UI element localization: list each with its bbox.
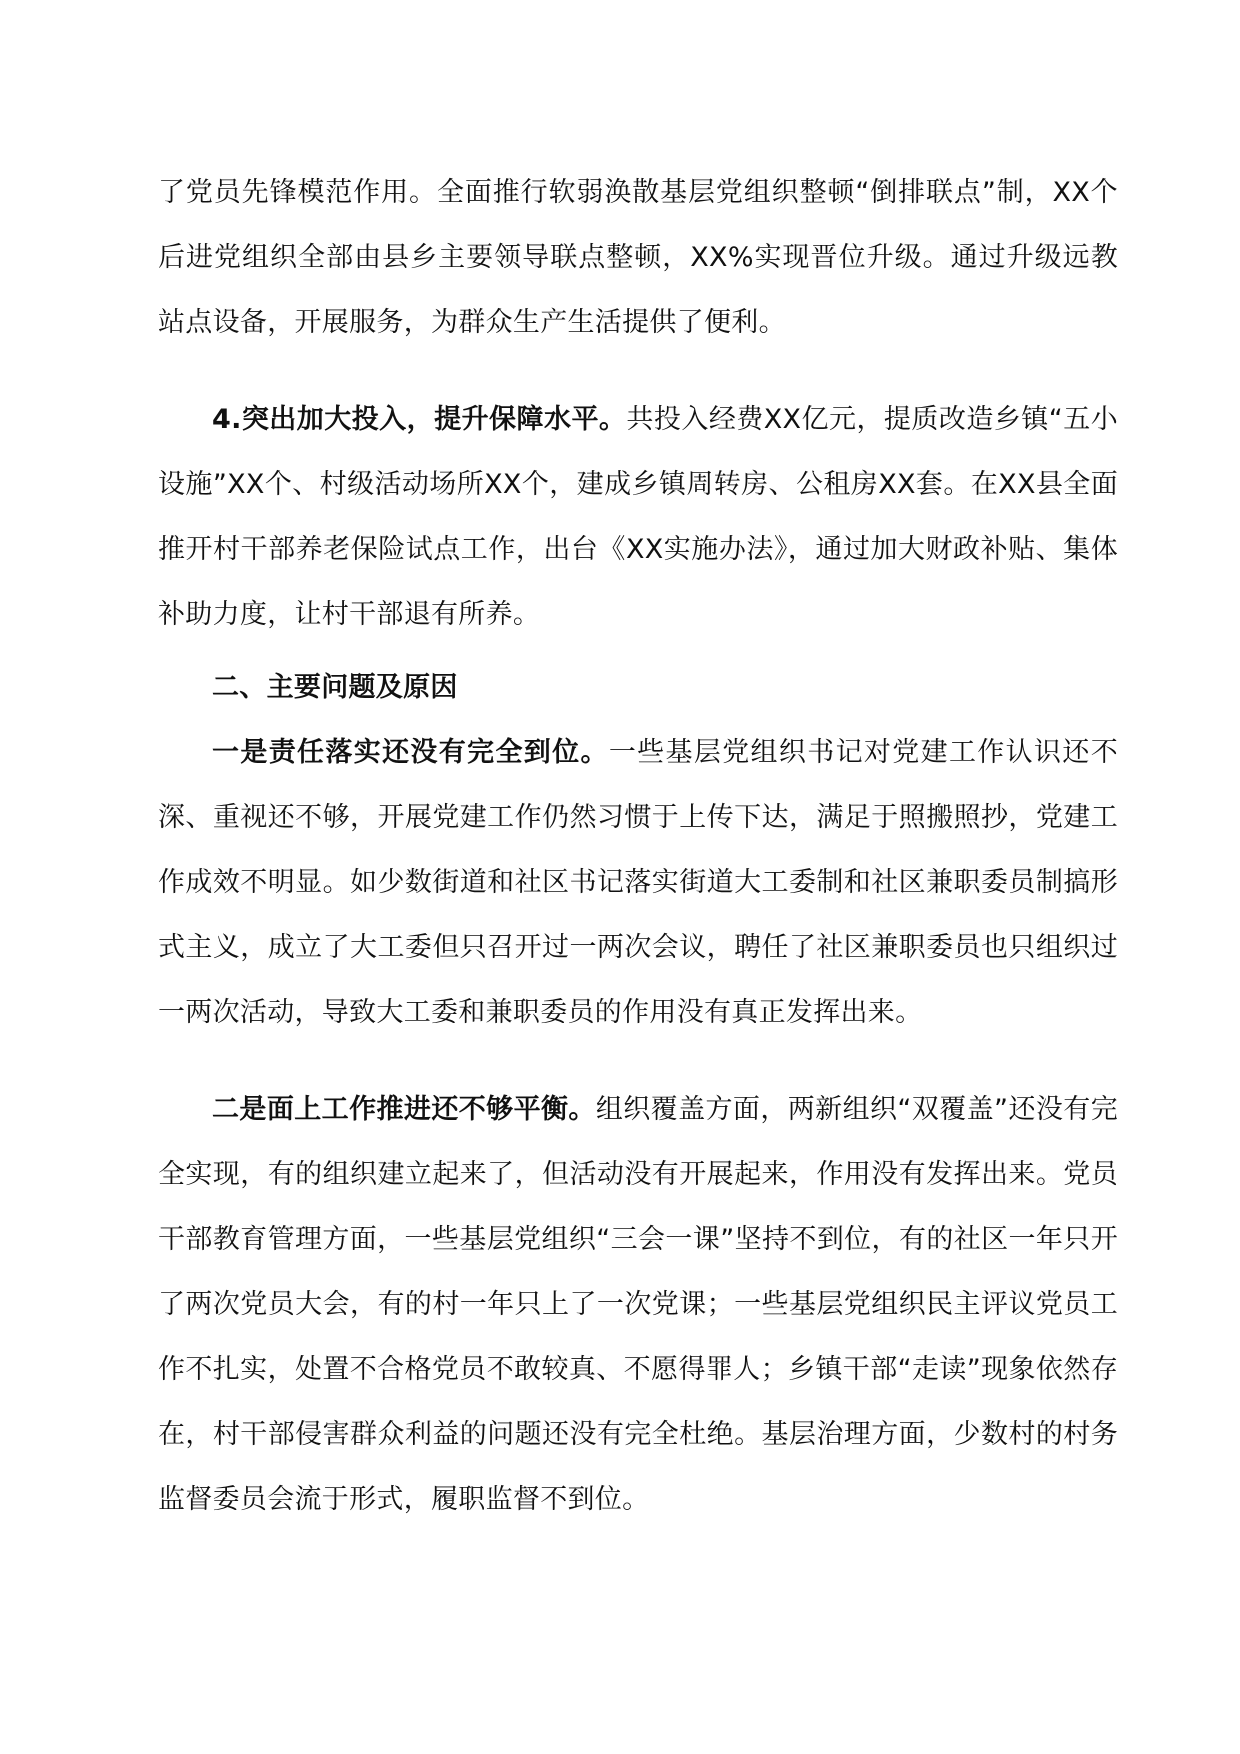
paragraph-balance <box>158 1077 1118 1532</box>
paragraph-lead: 一是责任落实还没有完全到位。 <box>212 737 609 768</box>
paragraph-investment <box>158 387 1118 647</box>
paragraph-text: 共投入经费XX亿元，提质改造乡镇“五小设施”XX个、村级活动场所XX个，建成乡镇周转房、公租房XX套。在XX县全面推开村干部养老保险试点工作，出台《XX实施办法》，通过加大财政补贴、集体补助力度，让村干部退有所养。 <box>158 404 1118 630</box>
document-page <box>158 160 1118 1532</box>
paragraph-continuation <box>158 160 1118 355</box>
paragraph-responsibility <box>158 720 1118 1045</box>
paragraph-text: 一些基层党组织书记对党建工作认识还不深、重视还不够，开展党建工作仍然习惯于上传下达，满足于照搬照抄，党建工作成效不明显。如少数街道和社区书记落实街道大工委制和社区兼职委员制搞形式主义，成立了大工委但只召开过一两次会议，聘任了社区兼职委员也只组织过一两次活动，导致大工委和兼职委员的作用没有真正发挥出来。 <box>158 737 1118 1028</box>
paragraph-text: 了党员先锋模范作用。全面推行软弱涣散基层党组织整顿“倒排联点”制，XX个后进党组织全部由县乡主要领导联点整顿，XX%实现晋位升级。通过升级远教站点设备，开展服务，为群众生产生活提供了便利。 <box>158 177 1118 338</box>
section-heading: 二、主要问题及原因 <box>212 672 458 703</box>
paragraph-lead: 4.突出加大投入，提升保障水平。 <box>212 404 627 435</box>
paragraph-lead: 二是面上工作推进还不够平衡。 <box>212 1094 596 1125</box>
paragraph-text: 组织覆盖方面，两新组织“双覆盖”还没有完全实现，有的组织建立起来了，但活动没有开展起来，作用没有发挥出来。党员干部教育管理方面，一些基层党组织“三会一课”坚持不到位，有的社区一年只开了两次党员大会，有的村一年只上了一次党课；一些基层党组织民主评议党员工作不扎实，处置不合格党员不敢较真、不愿得罪人；乡镇干部“走读”现象依然存在，村干部侵害群众利益的问题还没有完全杜绝。基层治理方面，少数村的村务监督委员会流于形式，履职监督不到位。 <box>158 1094 1118 1515</box>
